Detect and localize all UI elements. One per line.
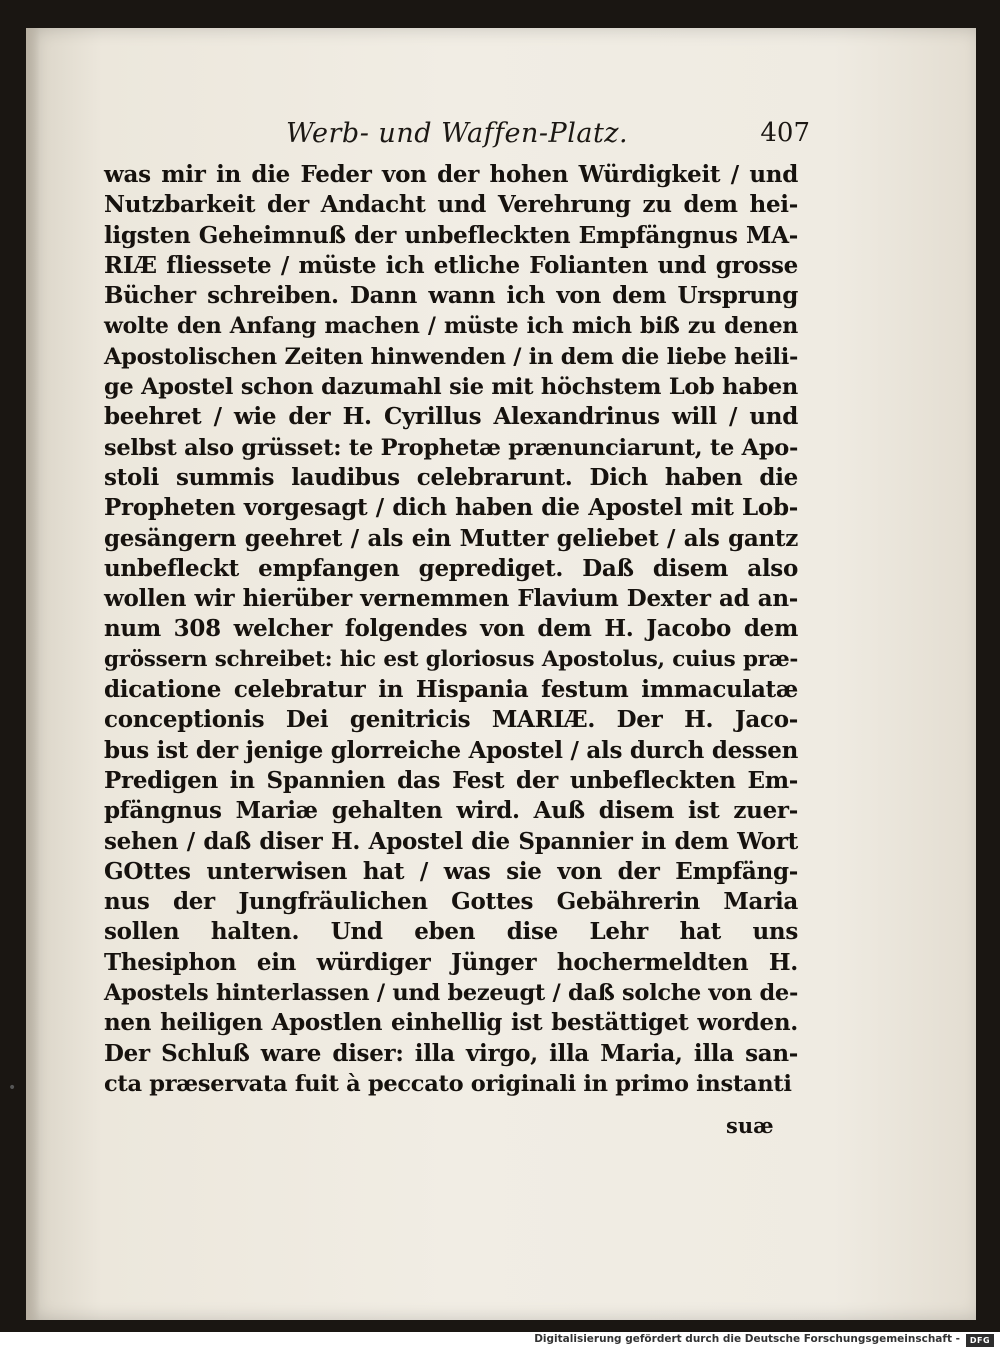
text-line: Propheten vorgesagt / dich haben die Apostel mit Lob- [104,494,798,522]
text-line: Nutzbarkeit der Andacht und Verehrung zu dem hei- [104,191,798,219]
text-line: was mir in die Feder von der hohen Würdigkeit / und [104,161,798,188]
dfg-logo-icon: DFG [966,1334,994,1347]
text-line: Apostolischen Zeiten hinwenden / in dem die liebe heili- [104,343,798,370]
text-line: stoli summis laudibus celebrarunt. Dich haben die [104,463,798,491]
text-line: Thesiphon ein würdiger Jünger hochermeldten H. [104,948,798,976]
body-text [104,160,798,1099]
text-line: unbefleckt empfangen geprediget. Daß disem also [104,554,798,582]
text-line: num 308 welcher folgendes von dem H. Jacobo dem [104,615,798,643]
text-line: Der Schluß ware diser: illa virgo, illa Maria, illa san- [104,1039,798,1067]
book-page [26,28,976,1320]
text-line: GOttes unterwisen hat / was sie von der Empfäng- [104,857,798,885]
running-head: Werb- und Waffen-Platz. [286,118,629,149]
text-line: Bücher schreiben. Dann wann ich von dem Ursprung [104,282,798,310]
text-line: sollen halten. Und eben dise Lehr hat uns [104,918,798,946]
text-line: Predigen in Spannien das Fest der unbefleckten Em- [104,766,798,794]
margin-mark: • [8,1080,17,1096]
text-line: cta præservata fuit à peccato originali in primo instanti [104,1070,792,1097]
page-number: 407 [760,118,810,148]
text-line: wollen wir hierüber vernemmen Flavium Dexter ad an- [104,585,798,613]
text-line: conceptionis Dei genitricis MARIÆ. Der H. Jaco- [104,706,798,734]
text-line: nus der Jungfräulichen Gottes Gebährerin Maria [104,888,798,916]
catchword: suæ [726,1113,774,1138]
footer-bar [0,1332,1000,1350]
text-line: pfängnus Mariæ gehalten wird. Auß disem ist zuer- [104,797,798,825]
text-line: dicatione celebratur in Hispania festum immaculatæ [104,676,798,704]
funding-credit: Digitalisierung gefördert durch die Deutsche Forschungsgemeinschaft - [534,1333,960,1345]
text-line: grössern schreibet: hic est gloriosus Apostolus, cuius præ- [104,646,798,672]
text-line: gesängern geehret / als ein Mutter geliebet / als gantz [104,524,798,552]
text-line: nen heiligen Apostlen einhellig ist bestättiget worden. [104,1009,798,1037]
text-line: selbst also grüsset: te Prophetæ prænunciarunt, te Apo- [104,434,798,461]
text-line: sehen / daß diser H. Apostel die Spannier in dem Wort [104,827,798,855]
text-line: beehret / wie der H. Cyrillus Alexandrinus will / und [104,403,798,431]
page-header [106,116,810,156]
text-line: ge Apostel schon dazumahl sie mit höchstem Lob haben [104,374,798,401]
text-line: Apostels hinterlassen / und bezeugt / daß solche von de- [104,980,798,1007]
text-line: bus ist der jenige glorreiche Apostel / als durch dessen [104,736,798,764]
text-line: wolte den Anfang machen / müste ich mich biß zu denen [104,313,798,340]
text-line: ligsten Geheimnuß der unbefleckten Empfängnus MA- [104,221,798,249]
text-line: RIÆ fliessete / müste ich etliche Folianten und grosse [104,251,798,279]
